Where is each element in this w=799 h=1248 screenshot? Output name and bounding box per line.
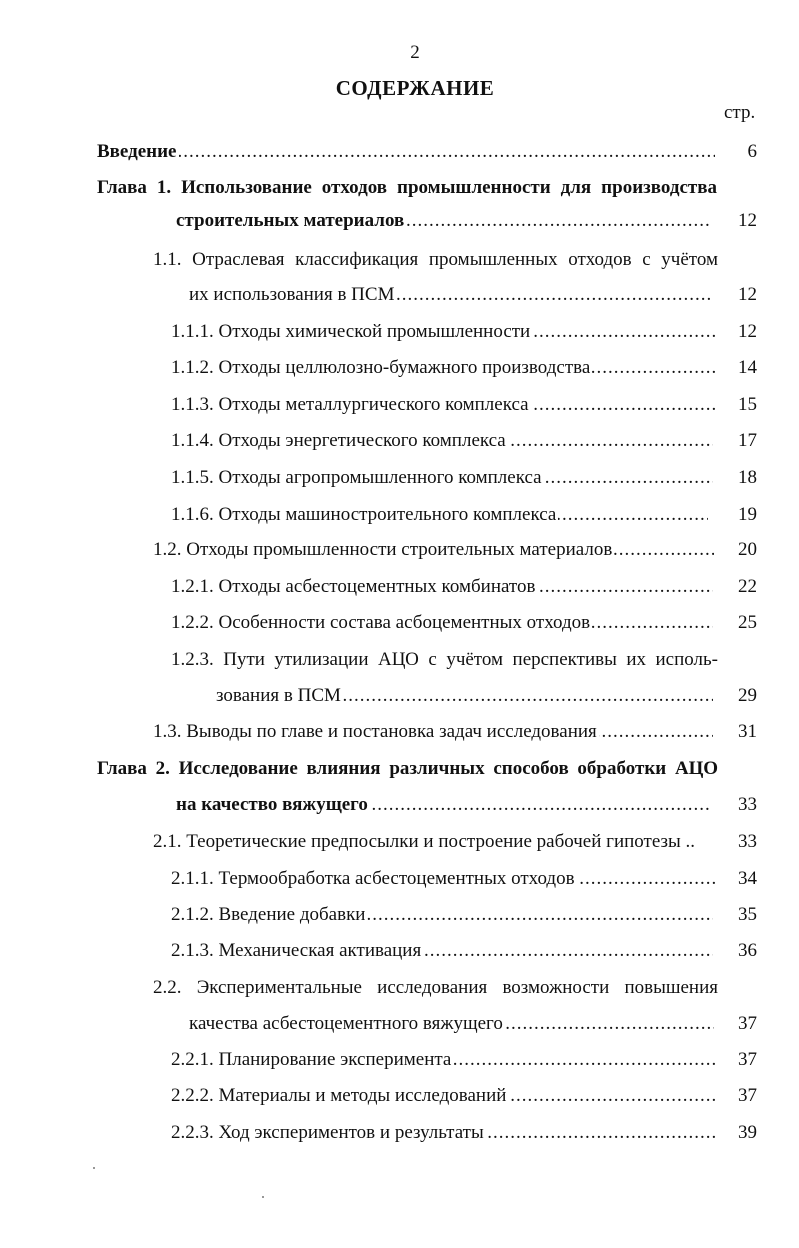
page-number: 2 (410, 42, 420, 63)
toc-line: ..... 1.2. Отходы промышленности строительных материалов (153, 537, 714, 563)
toc-line: ..... зования в ПСМ (216, 683, 713, 709)
toc-line: ..... 1.2.2. Особенности состава асбоцементных отходов (171, 610, 713, 636)
scan-speck (93, 1167, 95, 1169)
toc-page-number: 37 (738, 1013, 757, 1034)
toc-page-number: 39 (738, 1122, 757, 1143)
toc-page-number: 12 (738, 210, 757, 231)
toc-page-number: 29 (738, 685, 757, 706)
toc-page-number: 22 (738, 576, 757, 597)
toc-page-number: 36 (738, 940, 757, 961)
toc-page-number: 20 (738, 539, 757, 560)
toc-page-number: 34 (738, 868, 757, 889)
toc-line: ..... 2.2.2. Материалы и методы исследований (171, 1083, 716, 1109)
toc-line: ..... 2.1.1. Термообработка асбестоцементных отходов (171, 866, 715, 892)
scan-speck (262, 1196, 264, 1198)
toc-line: ..... 2.2.1. Планирование эксперимента (171, 1047, 716, 1073)
toc-page-number: 18 (738, 467, 757, 488)
toc-line: ..... на качество вяжущего (176, 792, 710, 818)
toc-line: ..... 1.1.6. Отходы машиностроительного комплекса (171, 502, 708, 528)
toc-line: ..... Введение (97, 139, 715, 165)
toc-line: ..... 2.1.2. Введение добавки (171, 902, 713, 928)
page-column-label: стр. (724, 102, 756, 123)
toc-line: 2.1. Теоретические предпосылки и построение рабочей гипотезы .. (153, 831, 696, 852)
toc-line: ..... 2.2.3. Ход экспериментов и результаты (171, 1120, 716, 1146)
toc-page-number: 31 (738, 721, 757, 742)
toc-line: Глава 2. Исследование влияния различных способов обработки АЦО (97, 758, 718, 779)
toc-page-number: 25 (738, 612, 757, 633)
toc-line: ..... 1.3. Выводы по главе и постановка задач исследования (153, 719, 713, 745)
toc-line: 1.1. Отраслевая классификация промышленных отходов с учётом (153, 249, 718, 270)
toc-line: ..... 2.1.3. Механическая активация (171, 938, 713, 964)
toc-page-number: 33 (738, 794, 757, 815)
toc-page-number: 35 (738, 904, 757, 925)
toc-line: ..... 1.1.2. Отходы целлюлозно-бумажного производства (171, 355, 716, 381)
toc-page-number: 37 (738, 1085, 757, 1106)
toc-line: ..... строительных материалов (176, 208, 712, 234)
toc-page-number: 33 (738, 831, 757, 852)
toc-line: ..... их использования в ПСМ (189, 282, 711, 308)
toc-page-number: 17 (738, 430, 757, 451)
toc-line: ..... 1.1.5. Отходы агропромышленного комплекса (171, 465, 713, 491)
toc-line: ..... качества асбестоцементного вяжущего (189, 1011, 714, 1037)
toc-page-number: 12 (738, 321, 757, 342)
toc-line: ..... 1.1.1. Отходы химической промышленности (171, 319, 716, 345)
toc-line: ..... 1.1.3. Отходы металлургического комплекса (171, 392, 716, 418)
page-title: СОДЕРЖАНИЕ (335, 76, 495, 100)
toc-page-number: 14 (738, 357, 757, 378)
toc-line: 1.2.3. Пути утилизации АЦО с учётом перспективы их исполь- (171, 649, 718, 670)
toc-page-number: 12 (738, 284, 757, 305)
toc-page-number: 15 (738, 394, 757, 415)
toc-page-number: 19 (738, 504, 757, 525)
toc-page-number: 37 (738, 1049, 757, 1070)
toc-line: Глава 1. Использование отходов промышленности для производства (97, 177, 717, 198)
toc-line: ..... 1.2.1. Отходы асбестоцементных комбинатов (171, 574, 713, 600)
toc-page-number: 6 (747, 141, 757, 162)
toc-line: ..... 1.1.4. Отходы энергетического комплекса (171, 428, 713, 454)
toc-line: 2.2. Экспериментальные исследования возможности повышения (153, 977, 718, 998)
